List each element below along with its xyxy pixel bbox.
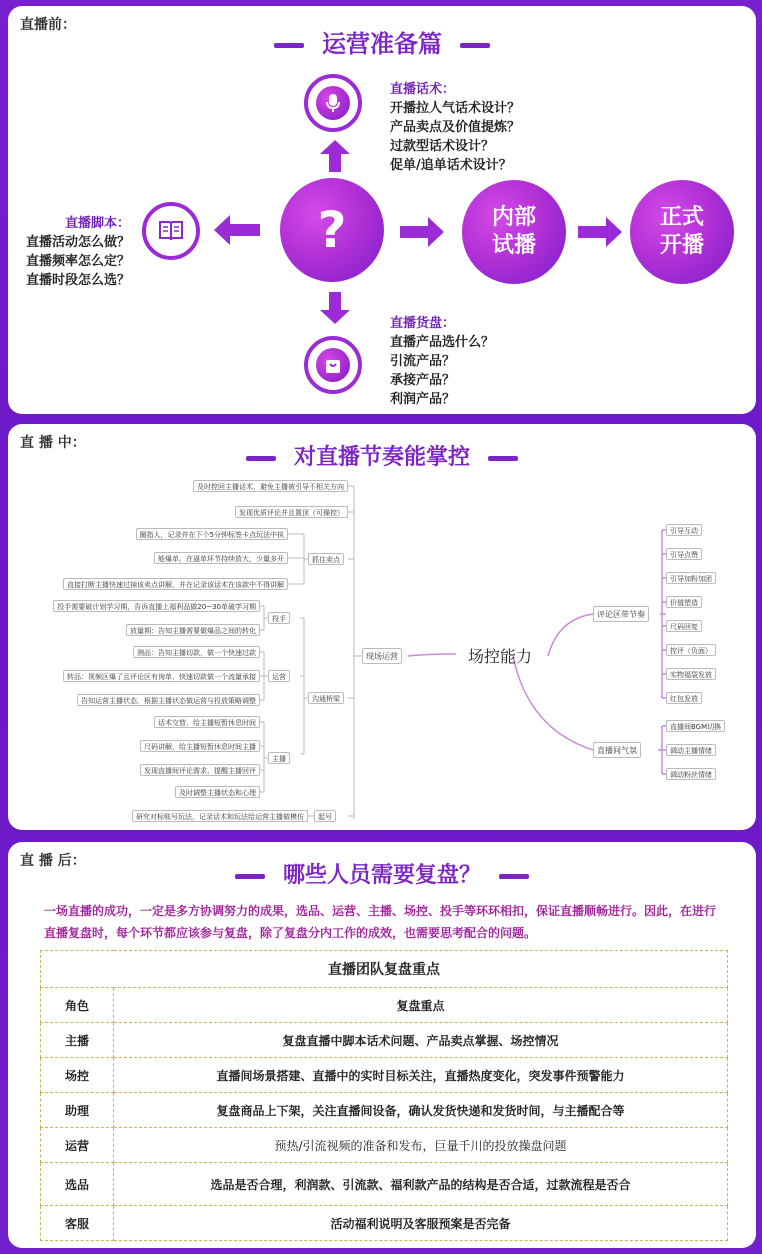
script-talk-title: 直播话术： xyxy=(390,82,456,97)
focus-cell: 直播间场景搭建、直播中的实时目标关注，直播热度变化，突发事件预警能力 xyxy=(114,1058,728,1093)
mindmap-leaf: 及时控回主播话术，避免主播被引导不相关方向 xyxy=(193,480,348,492)
title-dash-left xyxy=(235,874,265,879)
official-live-circle: 正式 开播 xyxy=(630,180,734,284)
mindmap-leaf: 引导点赞 xyxy=(666,548,702,560)
mindmap-leaf: 圈指人，记录并在下个5分钟标签卡点玩法中执 xyxy=(136,528,288,540)
mindmap-branch-label: 评论区带节奏 xyxy=(593,606,649,622)
book-icon xyxy=(158,220,184,242)
microphone-circle xyxy=(304,74,362,132)
mindmap-branch-label: 起号 xyxy=(314,810,336,822)
mindmap-main-left: 现场运营 xyxy=(362,648,402,664)
bag-circle xyxy=(304,336,362,394)
table-row xyxy=(41,1023,728,1058)
table-row xyxy=(41,1058,728,1093)
goods-plan-line: 直播产品选什么？ xyxy=(390,335,495,350)
panel-corner-label: 直播前： xyxy=(20,17,76,33)
mindmap-leaf: 研究对标账号玩法，记录话术和玩法给运营主播做模仿 xyxy=(132,810,308,822)
table-title: 直播团队复盘重点 xyxy=(41,951,728,988)
panel-title-text: 运营准备篇 xyxy=(322,30,442,58)
role-cell: 场控 xyxy=(41,1058,114,1093)
table-row xyxy=(41,1093,728,1128)
mindmap-branch-label: 直播间气氛 xyxy=(593,742,641,758)
table-row xyxy=(41,1128,728,1163)
arrow-up-icon xyxy=(320,140,350,172)
mindmap-leaf: 价值塑造 xyxy=(666,596,702,608)
pre-live-panel xyxy=(8,6,756,414)
mindmap-branch-label: 抓住卖点 xyxy=(308,553,344,565)
focus-cell: 复盘商品上下架，关注直播间设备，确认发货快递和发货时间，与主播配合等 xyxy=(114,1093,728,1128)
inner-test-circle: 内部 试播 xyxy=(462,180,566,284)
table-row xyxy=(41,1206,728,1241)
mindmap-leaf: 话术交替，给主播短暂休息时间 xyxy=(154,716,260,728)
mindmap-leaf: 调动粉丝情绪 xyxy=(666,768,716,780)
mindmap-leaf: 直播间BGM切换 xyxy=(666,720,725,732)
shopping-bag-icon xyxy=(316,348,350,382)
title-dash-right xyxy=(499,874,529,879)
role-cell: 客服 xyxy=(41,1206,114,1241)
mindmap-branch-label: 运营 xyxy=(268,670,290,682)
panel-corner-label: 直 播 后： xyxy=(20,853,86,869)
live-script-line: 直播时段怎么选？ xyxy=(26,273,131,288)
mindmap-leaf: 引导加粉加团 xyxy=(666,572,716,584)
goods-plan-line: 利润产品？ xyxy=(390,392,456,407)
mindmap-leaf: 发现优质评论并且置顶（可操控） xyxy=(235,506,348,518)
role-cell: 主播 xyxy=(41,1023,114,1058)
title-dash-right xyxy=(460,43,490,48)
role-cell: 运营 xyxy=(41,1128,114,1163)
mindmap-leaf: 及时调整主播状态和心理 xyxy=(175,786,260,798)
focus-cell: 活动福利说明及客服预案是否完备 xyxy=(114,1206,728,1241)
focus-cell: 选品是否合理，利润款、引流款、福利款产品的结构是否合适，过款流程是否合 xyxy=(114,1163,728,1206)
intro-paragraph: 一场直播的成功，一定是多方协调努力的成果，选品、运营、主播、场控、投手等环环相扣，保证直播顺畅进行。因此，在进行直播复盘时，每个环节都应该参与复盘，除了复盘分内工作的成效，也需要思考配合的问题。 xyxy=(44,904,717,940)
table-row xyxy=(41,1163,728,1206)
mindmap-leaf: 转品：视频区爆了且评论区有询单，快速切款做一个流量承接 xyxy=(63,670,260,682)
mindmap-connectors xyxy=(8,424,756,830)
microphone-icon xyxy=(316,86,350,120)
post-live-panel xyxy=(8,842,756,1248)
mindmap-center: 场控能力 xyxy=(468,647,533,666)
mindmap-leaf: 调动主播情绪 xyxy=(666,744,716,756)
table-header-cell: 角色 xyxy=(41,988,114,1023)
panel-corner-label: 直 播 中： xyxy=(20,435,86,451)
table-header-cell: 复盘重点 xyxy=(114,988,728,1023)
goods-plan-block xyxy=(390,314,494,409)
mindmap-leaf: 发现直播间评论需求，提醒主播回评 xyxy=(140,764,260,776)
script-talk-line: 开播拉人气话术设计？ xyxy=(390,101,521,116)
focus-cell: 预热/引流视频的准备和发布，巨量千川的投放操盘问题 xyxy=(114,1128,728,1163)
goods-plan-title: 直播货盘： xyxy=(390,316,456,331)
question-circle: ? xyxy=(280,178,384,282)
role-cell: 助理 xyxy=(41,1093,114,1128)
mindmap-leaf: 尺码讲解，给主播短暂休息时间主播 xyxy=(140,740,260,752)
arrow-down-icon xyxy=(320,292,350,324)
live-script-line: 直播活动怎么做？ xyxy=(26,235,131,250)
book-circle xyxy=(142,202,200,260)
panel-title-text: 哪些人员需要复盘？ xyxy=(282,863,481,888)
mindmap-leaf: 投手需要破计划学习期，告诉直播上福利品做20~30单破学习期 xyxy=(53,600,260,612)
goods-plan-line: 承接产品？ xyxy=(390,373,456,388)
role-cell: 选品 xyxy=(41,1163,114,1206)
mindmap-leaf: 控评（负面） xyxy=(666,644,716,656)
mindmap-leaf: 告知运营主播状态，根据主播状态做运营与投放策略调整 xyxy=(77,694,260,706)
mindmap-leaf: 实物福袋发放 xyxy=(666,668,716,680)
focus-cell: 复盘直播中脚本话术问题、产品卖点掌握、场控情况 xyxy=(114,1023,728,1058)
arrow-left-icon xyxy=(214,215,260,245)
during-live-panel xyxy=(8,424,756,830)
live-script-title: 直播脚本： xyxy=(64,216,130,231)
mindmap-branch-label: 投手 xyxy=(268,612,290,624)
mindmap-branch-label: 主播 xyxy=(268,752,290,764)
live-script-line: 直播频率怎么定？ xyxy=(26,254,131,269)
mindmap-leaf: 引导互动 xyxy=(666,524,702,536)
arrow-right-icon xyxy=(578,217,622,247)
script-talk-line: 促单/追单话术设计？ xyxy=(390,158,512,173)
table-header-row xyxy=(41,988,728,1023)
arrow-right-icon xyxy=(400,217,444,247)
mindmap-leaf: 放量期：告知主播需要做爆品之间的转化 xyxy=(126,624,260,636)
script-talk-line: 产品卖点及价值提炼？ xyxy=(390,120,521,135)
mindmap-leaf: 直接打断主播快速过掉该卖点讲解，并在记录该话术在该款中不得讲解 xyxy=(63,578,288,590)
panel-title xyxy=(8,24,756,59)
script-talk-line: 过款型话术设计？ xyxy=(390,139,495,154)
title-dash-left xyxy=(274,43,304,48)
review-table xyxy=(40,950,728,1241)
mindmap-leaf: 测品：告知主播切款，做一个快速过款 xyxy=(133,646,260,658)
live-script-block xyxy=(26,214,130,290)
script-talk-block xyxy=(390,80,520,175)
mindmap-leaf: 红包发放 xyxy=(666,692,702,704)
panel-title-text: 对直播节奏能掌控 xyxy=(293,445,470,470)
mindmap-leaf: 尺码回复 xyxy=(666,620,702,632)
goods-plan-line: 引流产品？ xyxy=(390,354,456,369)
mindmap-branch-label: 沟通桥梁 xyxy=(308,692,344,704)
panel-title xyxy=(8,858,756,889)
mindmap-leaf: 能爆单，在逼单环节持续放大，少量多开 xyxy=(154,552,288,564)
